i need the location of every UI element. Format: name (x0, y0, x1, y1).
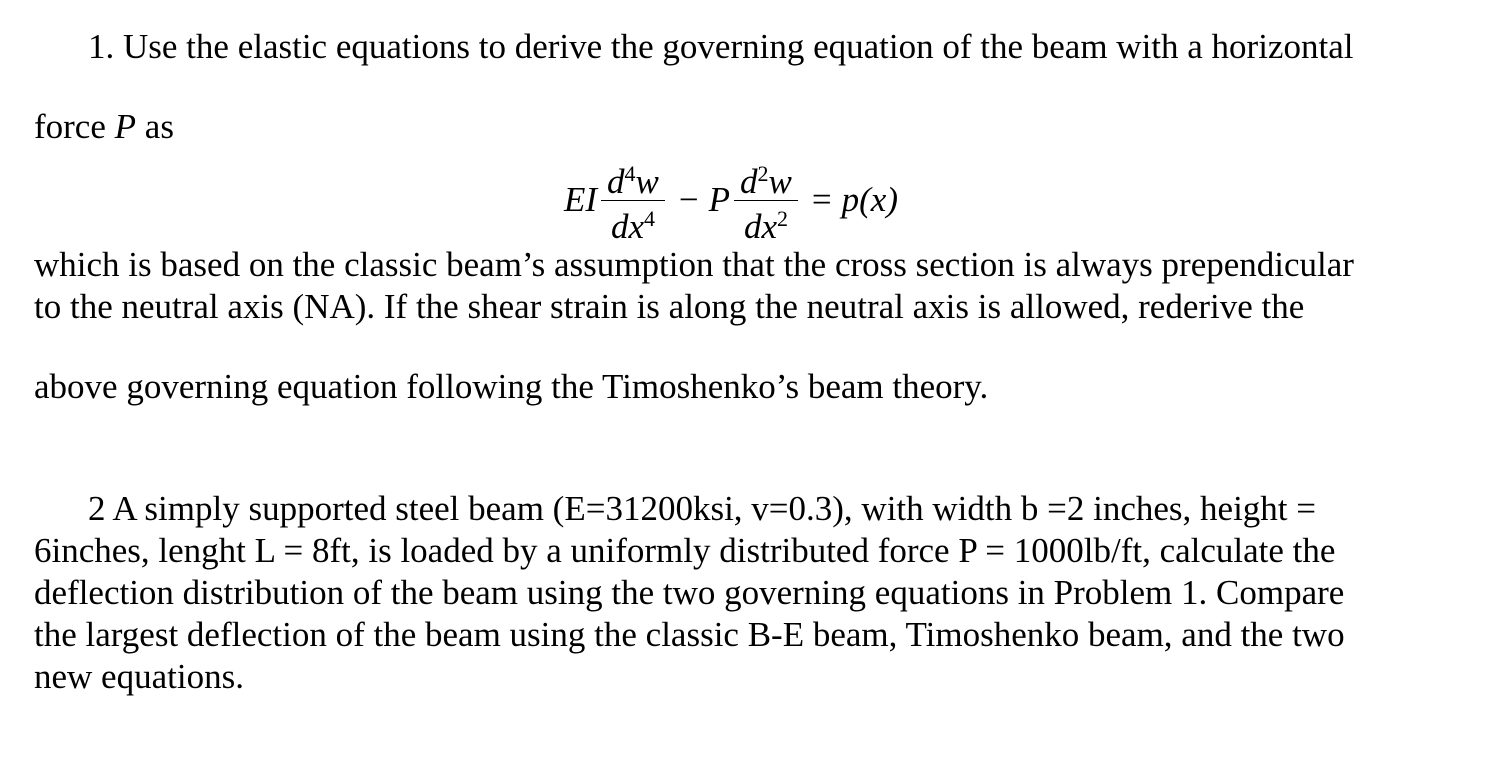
problem2-line3: deflection distribution of the beam using the two governing equations in Problem 1. Compare (34, 573, 1345, 612)
problem1-line3: which is based on the classic beam’s assumption that the cross section is always prependicular (34, 245, 1354, 284)
eq-frac1-denominator: $dx^4$ (610, 205, 655, 246)
problem1-line2-post: as (136, 107, 174, 146)
problem2-line5: new equations. (34, 657, 244, 696)
problem2-line2: 6inches, lenght L = 8ft, is loaded by a uniformly distributed force P = 1000lb/ft, calculate the (34, 531, 1336, 570)
eq-coef-ei: EI (564, 180, 598, 219)
problem1-line2-pre: force (34, 107, 115, 146)
eq-coef-p: P (708, 180, 731, 219)
governing-equation (564, 160, 899, 246)
problem1-line5: above governing equation following the Timoshenko’s beam theory. (34, 367, 989, 406)
eq-fraction-second-derivative (734, 156, 798, 245)
eq-rhs: p(x) (841, 180, 899, 219)
problem1-line2 (34, 106, 174, 148)
eq-frac2-numerator: $d^2w$ (734, 156, 798, 201)
problem1-line4: to the neutral axis (NA). If the shear strain is along the neutral axis is allowed, rederive the (34, 287, 1305, 326)
eq-equals: = (811, 180, 832, 219)
problem2-line1: 2 A simply supported steel beam (E=31200ksi, v=0.3), with width b =2 inches, height = (88, 489, 1317, 528)
eq-frac1-numerator: $d^4w$ (601, 156, 665, 201)
force-variable: P (114, 107, 137, 146)
problem1-line1: 1. Use the elastic equations to derive the governing equation of the beam with a horizontal (88, 27, 1354, 66)
problem2-line4: the largest deflection of the beam using the classic B-E beam, Timoshenko beam, and the two (34, 615, 1345, 654)
eq-fraction-fourth-derivative (601, 156, 665, 245)
eq-frac2-denominator: $dx^2$ (743, 205, 788, 246)
eq-minus: − (678, 180, 699, 219)
